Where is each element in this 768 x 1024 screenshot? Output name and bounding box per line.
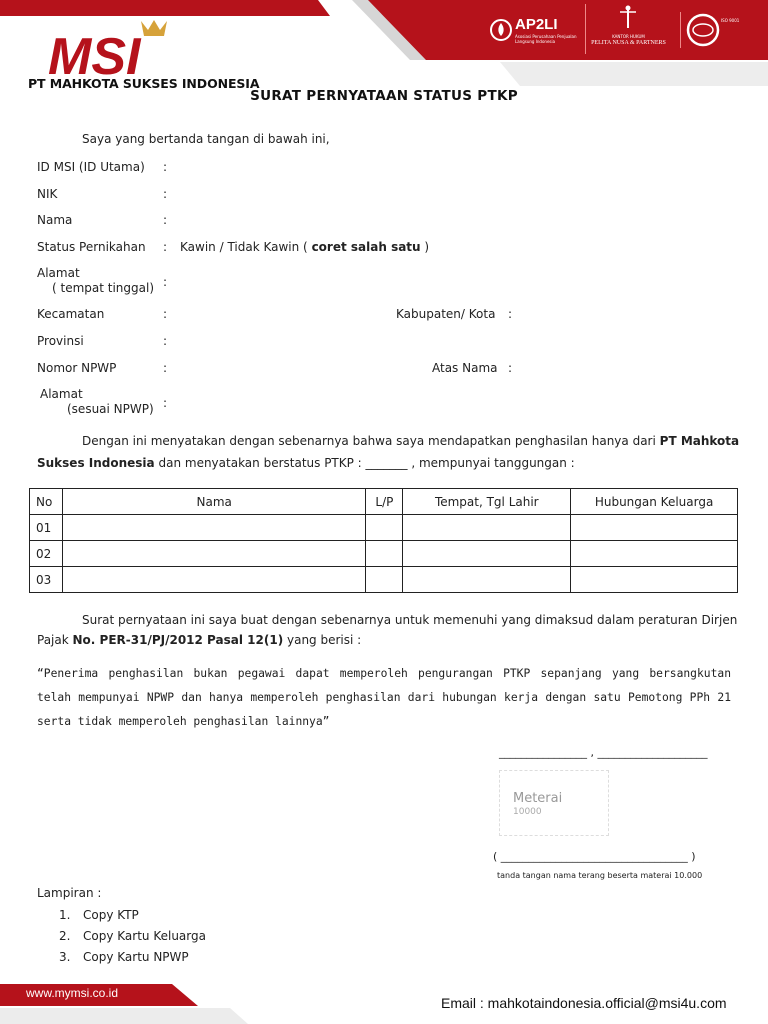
- lampiran-item-3: Copy Kartu NPWP: [83, 950, 189, 964]
- ap2li-logo: [490, 14, 590, 48]
- statement-line-1: [82, 434, 739, 448]
- meterai-value: 10000: [513, 807, 542, 817]
- regulation-line-2: [37, 633, 361, 647]
- colon: :: [508, 361, 513, 375]
- regulation-pajak: Pajak: [37, 633, 69, 647]
- pelita-name: PELITA NUSA & PARTNERS: [591, 40, 666, 46]
- cell-tempat-tgl-lahir[interactable]: [403, 567, 571, 593]
- table-row: [30, 515, 738, 541]
- label-nama: Nama: [37, 213, 73, 227]
- lampiran-num-2: 2.: [59, 929, 71, 943]
- msi-logo: [46, 18, 186, 76]
- status-options: Kawin / Tidak Kawin (: [180, 240, 308, 254]
- ap2li-name: AP2LI: [515, 16, 558, 33]
- label-alamat-npwp-sub: (sesuai NPWP): [67, 402, 154, 416]
- status-value: [180, 240, 429, 254]
- colon: :: [163, 334, 168, 348]
- colon: :: [163, 160, 168, 174]
- header-hubungan-keluarga: Hubungan Keluarga: [571, 489, 738, 515]
- logo-text: MSI: [48, 28, 141, 76]
- cell-nama[interactable]: [62, 567, 365, 593]
- statement-line-2: [37, 456, 575, 470]
- label-nik: NIK: [37, 187, 58, 201]
- website-link[interactable]: www.mymsi.co.id: [26, 986, 119, 1000]
- label-id-msi: ID MSI (ID Utama): [37, 160, 145, 174]
- colon: :: [508, 307, 513, 321]
- signature-name-line[interactable]: ( __________________________________ ): [493, 850, 696, 863]
- label-alamat-sub: ( tempat tinggal): [52, 281, 155, 295]
- header-no: No: [30, 489, 63, 515]
- place-date-line[interactable]: ________________ , ____________________: [499, 746, 708, 759]
- row-number: 02: [30, 541, 63, 567]
- lampiran-item-2: Copy Kartu Keluarga: [83, 929, 206, 943]
- label-alamat: Alamat: [37, 266, 80, 280]
- company-name: PT MAHKOTA SUKSES INDONESIA: [28, 76, 260, 91]
- table-row: [30, 541, 738, 567]
- label-kecamatan: Kecamatan: [37, 307, 105, 321]
- header-lp: L/P: [366, 489, 403, 515]
- justice-icon: [618, 4, 638, 30]
- statement-company-part1: PT Mahkota: [659, 434, 740, 448]
- statement-text: Dengan ini menyatakan dengan sebenarnya bahwa saya mendapatkan penghasilan hanya dari: [82, 434, 656, 448]
- label-kabupaten: Kabupaten/ Kota: [396, 307, 496, 321]
- table-header-row: [30, 489, 738, 515]
- lampiran-title: Lampiran :: [37, 886, 102, 900]
- regulation-tail: yang berisi :: [287, 633, 362, 647]
- pelita-logo: [585, 4, 671, 54]
- iso-seal-icon: [685, 12, 725, 48]
- status-close: ): [424, 240, 430, 254]
- lampiran-num-3: 3.: [59, 950, 71, 964]
- colon: :: [163, 187, 168, 201]
- ap2li-sub: Asosiasi Perusahaan Penjualan Langsung Indonesia: [515, 34, 577, 44]
- meterai-box: [499, 770, 609, 836]
- header-tempat-tgl-lahir: Tempat, Tgl Lahir: [403, 489, 571, 515]
- table-row: [30, 567, 738, 593]
- label-npwp: Nomor NPWP: [37, 361, 117, 375]
- flame-icon: [490, 18, 512, 42]
- lampiran-num-1: 1.: [59, 908, 71, 922]
- label-status-pernikahan: Status Pernikahan: [37, 240, 146, 254]
- label-provinsi: Provinsi: [37, 334, 84, 348]
- signature-caption: tanda tangan nama terang beserta materai 10.000: [497, 871, 703, 880]
- colon: :: [163, 361, 168, 375]
- meterai-label: Meterai: [513, 791, 563, 806]
- label-atas-nama: Atas Nama: [432, 361, 498, 375]
- iso-name: ISO 9001: [721, 18, 740, 23]
- regulation-number: No. PER-31/PJ/2012 Pasal 12(1): [72, 633, 284, 647]
- colon: :: [163, 275, 168, 289]
- cell-tempat-tgl-lahir[interactable]: [403, 515, 571, 541]
- colon: :: [163, 307, 168, 321]
- lampiran-item-1: Copy KTP: [83, 908, 139, 922]
- cell-lp[interactable]: [366, 515, 403, 541]
- cell-lp[interactable]: [366, 567, 403, 593]
- cell-hubungan[interactable]: [571, 567, 738, 593]
- colon: :: [163, 396, 168, 410]
- statement-ptkp-text: dan menyatakan berstatus PTKP : _______ , mempunyai tanggungan :: [158, 456, 575, 470]
- row-number: 01: [30, 515, 63, 541]
- crown-icon: [46, 18, 186, 76]
- colon: :: [163, 213, 168, 227]
- contact-email[interactable]: Email : mahkotaindonesia.official@msi4u.com: [441, 995, 727, 1011]
- regulation-line-1: Surat pernyataan ini saya buat dengan sebenarnya untuk memenuhi yang dimaksud dalam peraturan Dirjen: [82, 613, 738, 627]
- cell-tempat-tgl-lahir[interactable]: [403, 541, 571, 567]
- dependents-table: [29, 488, 738, 593]
- intro-text: Saya yang bertanda tangan di bawah ini,: [82, 132, 330, 146]
- header-nama: Nama: [62, 489, 365, 515]
- cell-nama[interactable]: [62, 541, 365, 567]
- statement-company-part2: Sukses Indonesia: [37, 456, 155, 470]
- document-title: SURAT PERNYATAAN STATUS PTKP: [250, 88, 518, 104]
- pelita-top: KANTOR HUKUM: [612, 34, 645, 39]
- colon: :: [163, 240, 168, 254]
- regulation-quote: “Penerima penghasilan bukan pegawai dapat memperoleh pengurangan PTKP sepanjang yang bersangkutan telah mempunyai NPWP dan hanya memperoleh penghasilan dari hubungan kerja dengan satu Pemotong PPh 21 serta tidak memperoleh penghasilan lainnya”: [37, 667, 731, 728]
- label-alamat-npwp: Alamat: [40, 387, 83, 401]
- cell-lp[interactable]: [366, 541, 403, 567]
- cell-nama[interactable]: [62, 515, 365, 541]
- cell-hubungan[interactable]: [571, 515, 738, 541]
- row-number: 03: [30, 567, 63, 593]
- cell-hubungan[interactable]: [571, 541, 738, 567]
- status-instruction: coret salah satu: [311, 240, 421, 254]
- iso-logo: [680, 12, 745, 48]
